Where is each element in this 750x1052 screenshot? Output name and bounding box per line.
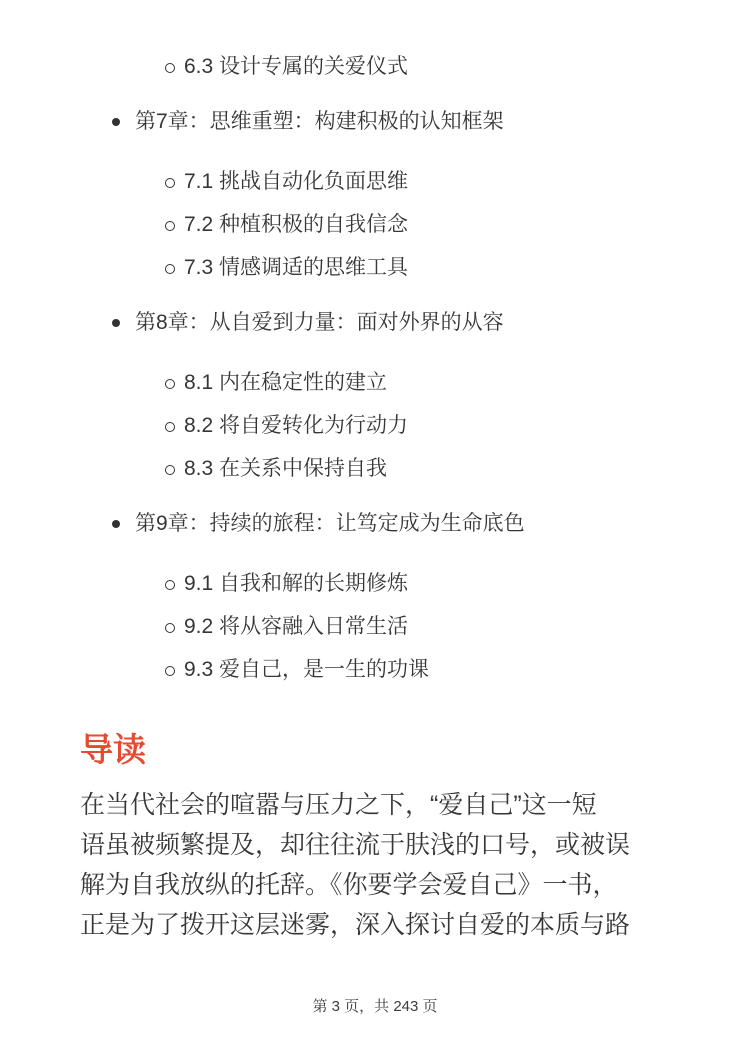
intro-paragraph: [80, 785, 672, 945]
toc-section-item: 8.2 将自爱转化为行动力: [184, 411, 672, 441]
paragraph-line: 在当代社会的喧嚣与压力之下，“爱自己”这一短: [80, 791, 597, 819]
toc-continuation-list: [80, 52, 672, 82]
toc-section-item: 7.2 种植积极的自我信念: [184, 210, 672, 240]
document-page: [0, 52, 750, 1052]
toc-section-list: [135, 167, 672, 283]
toc-chapter-title: 第9章：持续的旅程：让笃定成为生命底色: [135, 512, 525, 535]
toc-section-list: [135, 368, 672, 484]
toc-chapter-title: 第7章：思维重塑：构建积极的认知框架: [135, 110, 504, 133]
toc-section-item: 8.3 在关系中保持自我: [184, 454, 672, 484]
paragraph-line: 语虽被频繁提及，却往往流于肤浅的口号，或被误: [80, 831, 631, 859]
toc-chapter-list: [80, 107, 672, 685]
toc-chapter-title: 第8章：从自爱到力量：面对外界的从容: [135, 311, 504, 334]
page-number-indicator: 第 3 页，共 243 页: [312, 998, 438, 1015]
paragraph-line: 正是为了拨开这层迷雾，深入探讨自爱的本质与路: [80, 911, 631, 939]
toc-section-item: 6.3 设计专属的关爱仪式: [184, 52, 672, 82]
toc-section-item: 9.3 爱自己，是一生的功课: [184, 655, 672, 685]
toc-section-item: 7.1 挑战自动化负面思维: [184, 167, 672, 197]
paragraph-line: 解为自我放纵的托辞。《你要学会爱自己》一书，: [80, 871, 618, 899]
toc-chapter-item: [135, 107, 672, 283]
toc-chapter-item: [135, 308, 672, 484]
toc-section-item: 9.2 将从容融入日常生活: [184, 612, 672, 642]
toc-section-item: 7.3 情感调适的思维工具: [184, 253, 672, 283]
toc-section-list: [135, 569, 672, 685]
toc-chapter-item: [135, 509, 672, 685]
section-heading: 导读: [80, 731, 146, 768]
toc-section-item: 9.1 自我和解的长期修炼: [184, 569, 672, 599]
toc-section-item: 8.1 内在稳定性的建立: [184, 368, 672, 398]
